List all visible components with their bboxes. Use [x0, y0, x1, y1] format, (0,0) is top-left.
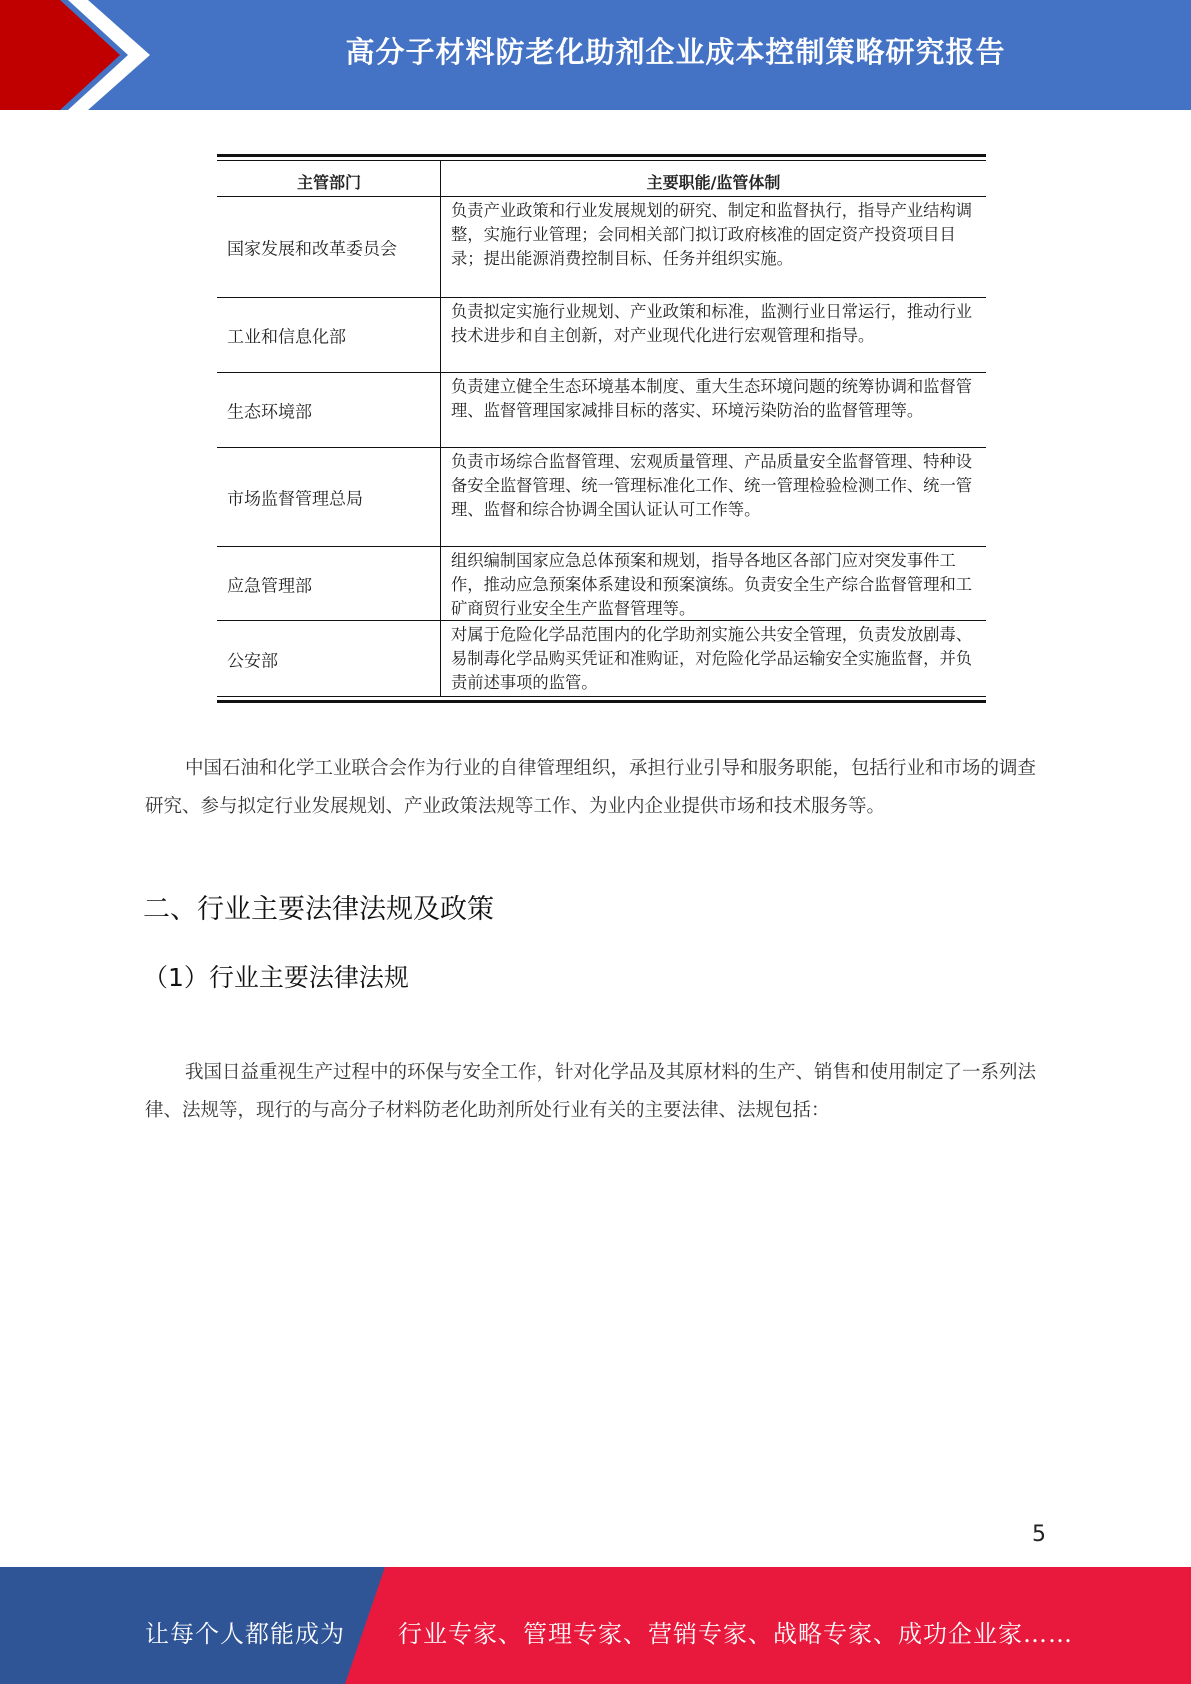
- dept-cell: 公安部: [227, 651, 278, 671]
- column-header-duty: 主要职能/监管体制: [646, 173, 781, 192]
- footer-slogan-left: 让每个人都能成为: [145, 1620, 345, 1648]
- paragraph-industry-association: 中国石油和化学工业联合会作为行业的自律管理组织，承担行业引导和服务职能，包括行业和市场的调查研究、参与拟定行业发展规划、产业政策法规等工作、为业内企业提供市场和技术服务等。: [145, 758, 1037, 817]
- table-column-divider: [440, 161, 441, 696]
- dept-cell: 生态环境部: [227, 402, 312, 423]
- table-row: [217, 197, 986, 298]
- duty-cell: 负责市场综合监督管理、宏观质量管理、产品质量安全监督管理、特种设备安全监督管理、统一管理标准化工作、统一管理检验检测工作、统一管理、监督和综合协调全国认证认可工作等。: [451, 452, 973, 519]
- footer-banner: [0, 1567, 1191, 1684]
- duty-cell: 负责产业政策和行业发展规划的研究、制定和监督执行，指导产业结构调整，实施行业管理；会同相关部门拟订政府核准的固定资产投资项目目录；提出能源消费控制目标、任务并组织实施。: [451, 201, 973, 268]
- table-header: [217, 161, 986, 197]
- dept-cell: 市场监督管理总局: [227, 489, 363, 510]
- table-row: [217, 448, 986, 547]
- table-bottom-rule: [217, 696, 986, 703]
- dept-cell: 国家发展和改革委员会: [227, 239, 397, 260]
- table-row: [217, 373, 986, 448]
- header-chevron-decoration: [0, 0, 150, 110]
- table-top-rule: [217, 154, 986, 161]
- section-heading: 二、行业主要法律法规及政策: [143, 894, 494, 925]
- table-row: [217, 621, 986, 696]
- table-row: [217, 298, 986, 373]
- column-header-dept: 主管部门: [296, 173, 361, 192]
- subsection-heading: （1）行业主要法律法规: [143, 963, 409, 992]
- footer-slogan-right: 行业专家、管理专家、营销专家、战略专家、成功企业家……: [398, 1620, 1073, 1648]
- dept-cell: 应急管理部: [227, 576, 312, 596]
- duty-cell: 负责建立健全生态环境基本制度、重大生态环境问题的统筹协调和监督管理、监督管理国家减排目标的落实、环境污染防治的监督管理等。: [451, 377, 973, 420]
- duty-cell: 对属于危险化学品范围内的化学助剂实施公共安全管理，负责发放剧毒、易制毒化学品购买凭证和准购证，对危险化学品运输安全实施监督，并负责前述事项的监管。: [451, 625, 973, 692]
- paragraph-laws-intro: 我国日益重视生产过程中的环保与安全工作，针对化学品及其原材料的生产、销售和使用制定了一系列法律、法规等，现行的与高分子材料防老化助剂所处行业有关的主要法律、法规包括：: [145, 1062, 1037, 1121]
- report-title: 高分子材料防老化助剂企业成本控制策略研究报告: [345, 35, 1006, 69]
- page-number: 5: [1032, 1522, 1046, 1547]
- table-row: [217, 547, 986, 621]
- duty-cell: 组织编制国家应急总体预案和规划，指导各地区各部门应对突发事件工作，推动应急预案体系建设和预案演练。负责安全生产综合监督管理和工矿商贸行业安全生产监督管理等。: [451, 551, 973, 618]
- duty-cell: 负责拟定实施行业规划、产业政策和标准，监测行业日常运行，推动行业技术进步和自主创新，对产业现代化进行宏观管理和指导。: [451, 302, 973, 345]
- header-banner: [0, 0, 1191, 110]
- dept-cell: 工业和信息化部: [227, 327, 346, 348]
